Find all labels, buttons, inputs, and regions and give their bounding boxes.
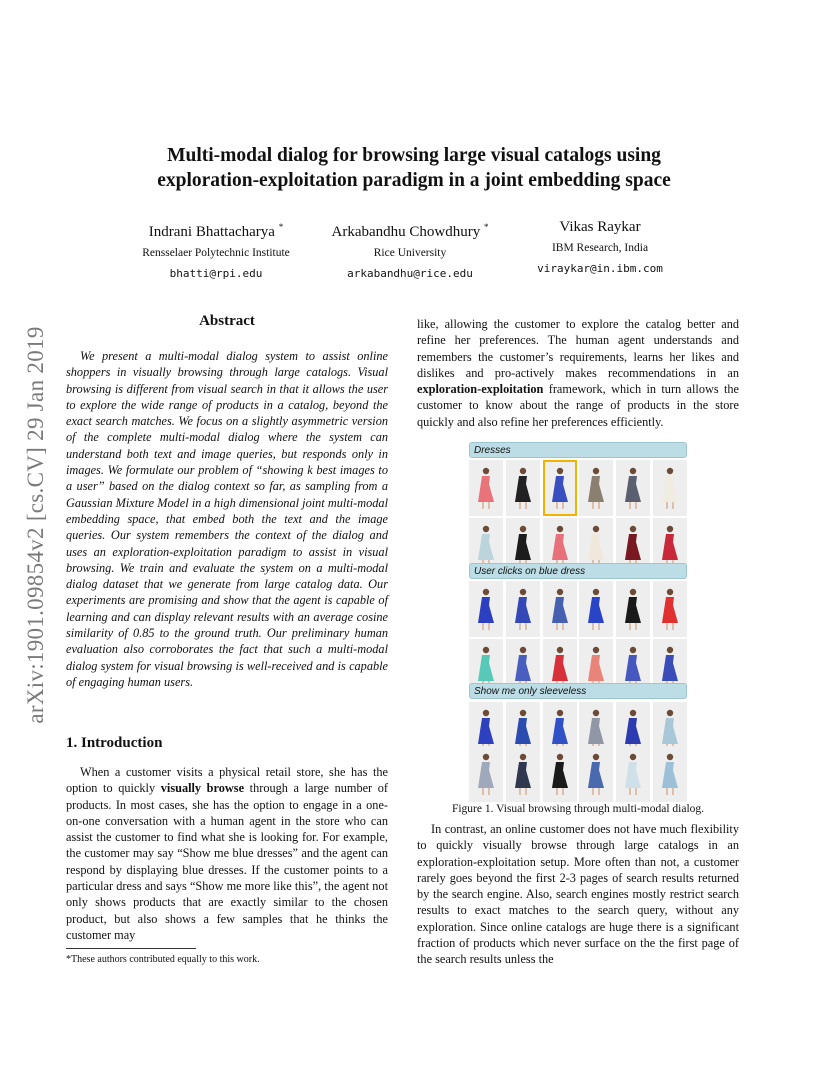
figure-image-row bbox=[469, 746, 687, 802]
figure-query-bar-sleeveless: Show me only sleeveless bbox=[469, 683, 687, 699]
abstract-text: We present a multi-modal dialog system to assist online shoppers in visually browsing through large catalogs. Visual browsing is different from visual search in that it allows the user to explore the wide range of products in a catalog, beyond the exact search matches. We focus on a slightly asymmetric version of the complete multi-modal dialog where the system can understand both text and image queries, but responds only in images. We formulate our problem of “showing k best images to a user” based on the dialog context so far, as sampling from a Gaussian Mixture Model in a high dimensional joint multi-modal embedding space, that embed both the text and the image queries. Our system remembers the context of the dialog and uses an exploration-exploitation paradigm to assist in visual browsing. We train and evaluate the system on a multi-modal dialog dataset that we generate from large catalog data. Our experiments are promising and show that the agent is capable of learning and can display relevant results with an average cosine similarity of 0.85 to the ground truth. Our preliminary human evaluation also corroborates the fact that such a multi-modal dialog system for visual browsing is well-received and is capable of engaging human users. bbox=[66, 349, 388, 689]
product-thumbnail[interactable] bbox=[543, 746, 577, 802]
product-thumbnail[interactable] bbox=[653, 746, 687, 802]
product-thumbnail[interactable] bbox=[579, 581, 613, 637]
dress-image bbox=[511, 587, 535, 631]
dress-image bbox=[584, 752, 608, 796]
product-thumbnail[interactable] bbox=[616, 460, 650, 516]
dress-image bbox=[621, 524, 645, 568]
product-thumbnail[interactable] bbox=[579, 460, 613, 516]
dress-image bbox=[474, 466, 498, 510]
product-thumbnail[interactable] bbox=[506, 460, 540, 516]
author-3: Vikas Raykar IBM Research, India viraykar@in.ibm.com bbox=[537, 219, 663, 275]
figure-query-bar-dresses: Dresses bbox=[469, 442, 687, 458]
dress-image bbox=[548, 752, 572, 796]
dress-image bbox=[474, 752, 498, 796]
product-thumbnail[interactable] bbox=[543, 581, 577, 637]
paper-title: Multi-modal dialog for browsing large visual catalogs using exploration-exploitation paradigm in a joint embedding space bbox=[157, 145, 671, 191]
dress-image bbox=[511, 524, 535, 568]
product-thumbnail[interactable] bbox=[506, 581, 540, 637]
right-column-text-bottom: In contrast, an online customer does not have much flexibility to quickly visually browse through large catalogs in an exploration-exploitation setup. More often than not, a customer rarely goes beyond the first 2-3 pages of search results returned by the search engine. Also, search engines mostly restrict search results to exact matches to the search query, without any exploration. Since online catalogs are huge there is a significant fraction of products which never surface on the the first page of the search results unless the bbox=[417, 822, 739, 967]
dress-image bbox=[658, 466, 682, 510]
product-thumbnail[interactable] bbox=[469, 746, 503, 802]
figure-image-row bbox=[469, 581, 687, 637]
dress-image bbox=[474, 524, 498, 568]
product-thumbnail[interactable] bbox=[653, 581, 687, 637]
dress-image bbox=[658, 524, 682, 568]
product-thumbnail[interactable] bbox=[653, 460, 687, 516]
arxiv-identifier: arXiv:1901.09854v2 [cs.CV] 29 Jan 2019 bbox=[23, 326, 48, 724]
dress-image bbox=[548, 466, 572, 510]
figure-image-row bbox=[469, 460, 687, 516]
figure-1 bbox=[466, 438, 690, 800]
product-thumbnail[interactable] bbox=[469, 581, 503, 637]
dress-image bbox=[621, 587, 645, 631]
author-2: Arkabandhu Chowdhury * Rice University arkabandhu@rice.edu bbox=[331, 222, 489, 280]
dress-image bbox=[511, 466, 535, 510]
author-1: Indrani Bhattacharya * Rensselaer Polytechnic Institute bhatti@rpi.edu bbox=[142, 222, 290, 280]
footnote-rule bbox=[66, 948, 196, 949]
figure-query-bar-click: User clicks on blue dress bbox=[469, 563, 687, 579]
right-column-text-top: like, allowing the customer to explore the catalog better and refine her preferences. The human agent understands and remembers the customer’s requirements, learns her likes and dislikes and pro-actively makes recommendations in an exploration-exploitation framework, which in turn allows the customer to know about the range of products in the store quickly and also refine her preferences efficiently. bbox=[417, 317, 739, 429]
dress-image bbox=[584, 524, 608, 568]
dress-image bbox=[548, 524, 572, 568]
dress-image bbox=[658, 752, 682, 796]
abstract-heading: Abstract bbox=[199, 313, 255, 329]
introduction-text: When a customer visits a physical retail store, she has the option to quickly visually browse through a large number of products. In most cases, she has the option to engage in a one-on-one conversation with a human agent in the store who can assist the customer to find what she is looking for. For example, the customer may say “Show me blue dresses” and the agent can respond by displaying blue dresses. If the customer points to a particular dress and says “Show me more like this”, the agent not only shows products that are exactly similar to the chosen product, but also shows a few samples that he thinks the customer may bbox=[66, 765, 389, 942]
product-thumbnail[interactable] bbox=[579, 746, 613, 802]
product-thumbnail[interactable] bbox=[616, 746, 650, 802]
product-thumbnail[interactable] bbox=[469, 460, 503, 516]
dress-image bbox=[584, 587, 608, 631]
figure-caption: Figure 1. Visual browsing through multi-modal dialog. bbox=[451, 803, 705, 815]
dress-image bbox=[658, 587, 682, 631]
product-thumbnail[interactable] bbox=[543, 460, 577, 516]
dress-image bbox=[621, 466, 645, 510]
footnote: *These authors contributed equally to this work. bbox=[66, 954, 260, 965]
dress-image bbox=[474, 587, 498, 631]
dress-image bbox=[511, 752, 535, 796]
product-thumbnail[interactable] bbox=[506, 746, 540, 802]
dress-image bbox=[621, 752, 645, 796]
section-heading-introduction: 1. Introduction bbox=[66, 735, 163, 751]
dress-image bbox=[548, 587, 572, 631]
product-thumbnail[interactable] bbox=[616, 581, 650, 637]
dress-image bbox=[584, 466, 608, 510]
